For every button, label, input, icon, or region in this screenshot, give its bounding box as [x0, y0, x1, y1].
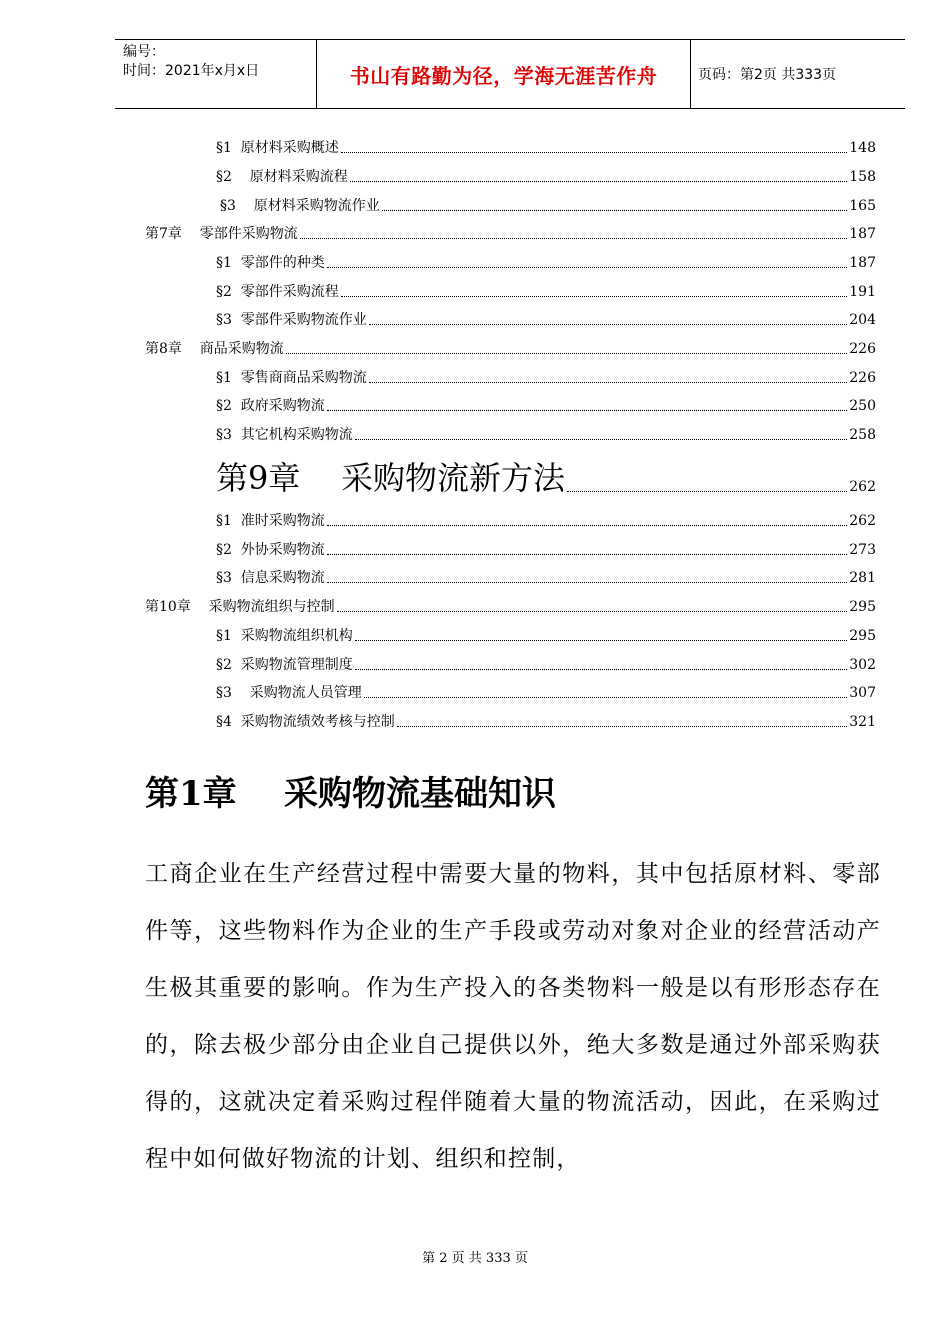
toc-leader [364, 697, 848, 698]
toc-title: §3 原材料采购物流作业 [220, 198, 380, 214]
toc-title: §2 外协采购物流 [216, 542, 325, 558]
toc-title: 第10章 采购物流组织与控制 [145, 599, 335, 615]
toc-entry[interactable] [216, 713, 876, 731]
toc-title: §3 采购物流人员管理 [216, 685, 362, 701]
header-page-cell [690, 40, 905, 108]
page-header [115, 39, 905, 109]
toc-entry[interactable] [216, 283, 876, 301]
toc-page: 281 [849, 570, 876, 586]
toc-title: §4 采购物流绩效考核与控制 [216, 714, 395, 730]
toc-page: 273 [849, 542, 876, 558]
toc-leader [327, 525, 847, 526]
serial-label: 编号： [123, 44, 165, 60]
toc-page: 187 [849, 226, 876, 242]
chapter-heading: 第1章 采购物流基础知识 [145, 774, 557, 814]
toc-entry[interactable] [216, 369, 876, 387]
toc-leader [341, 296, 847, 297]
toc-page: 187 [849, 255, 876, 271]
toc-leader [397, 726, 847, 727]
motto-text: 书山有路勤为径，学海无涯苦作舟 [349, 63, 658, 88]
toc-title: §3 信息采购物流 [216, 570, 325, 586]
toc-page: 302 [849, 657, 876, 673]
toc-title: §2 零部件采购流程 [216, 284, 339, 300]
toc-page: 158 [849, 169, 876, 185]
toc-title: §3 其它机构采购物流 [216, 427, 353, 443]
toc-leader [337, 611, 848, 612]
toc-title: §1 零售商商品采购物流 [216, 370, 367, 386]
toc-title: §1 零部件的种类 [216, 255, 325, 271]
toc-entry[interactable] [216, 569, 876, 587]
toc-leader [567, 491, 847, 492]
toc-entry[interactable] [216, 397, 876, 415]
page-info: 页码：第2页 共333页 [698, 67, 837, 83]
toc-leader [355, 669, 847, 670]
toc-title: §1 原材料采购概述 [216, 140, 339, 156]
toc-title: §1 准时采购物流 [216, 513, 325, 529]
toc-leader [369, 382, 847, 383]
toc-page: 204 [849, 312, 876, 328]
toc-chapter-entry[interactable] [145, 340, 876, 358]
toc-entry[interactable] [216, 139, 876, 157]
toc-title: §2 政府采购物流 [216, 398, 325, 414]
toc-entry[interactable] [216, 627, 876, 645]
toc-title: §1 采购物流组织机构 [216, 628, 353, 644]
toc-title: 第8章 商品采购物流 [145, 341, 284, 357]
toc-page: 321 [849, 714, 876, 730]
page-footer: 第 2 页 共 333 页 [422, 1251, 528, 1266]
toc-leader [369, 324, 847, 325]
toc-leader [327, 554, 847, 555]
toc-entry[interactable] [216, 684, 876, 702]
toc-page: 226 [849, 341, 876, 357]
toc-title: 第9章 采购物流新方法 [216, 459, 566, 497]
toc-leader [355, 640, 847, 641]
toc-leader [327, 582, 847, 583]
toc-entry[interactable] [216, 426, 876, 444]
toc-leader [327, 410, 847, 411]
toc-leader [341, 152, 847, 153]
toc-entry[interactable] [216, 541, 876, 559]
header-meta-cell [115, 40, 315, 108]
toc-entry[interactable] [216, 168, 876, 186]
header-motto-cell [316, 40, 691, 108]
toc-page: 250 [849, 398, 876, 414]
toc-title: §3 零部件采购物流作业 [216, 312, 367, 328]
toc-entry[interactable] [220, 197, 876, 215]
body-paragraph: 工商企业在生产经营过程中需要大量的物料，其中包括原材料、零部件等，这些物料作为企业的生产手段或劳动对象对企业的经营活动产生极其重要的影响。作为生产投入的各类物料一般是以有形形态存在的，除去极少部分由企业自己提供以外，绝大多数是通过外部采购获得的，这就决定着采购过程伴随着大量的物流活动，因此，在采购过程中如何做好物流的计划、组织和控制， [145, 861, 881, 1172]
toc-title: §2 采购物流管理制度 [216, 657, 353, 673]
toc-page: 148 [849, 140, 876, 156]
toc-entry[interactable] [216, 254, 876, 272]
toc-chapter-entry-large[interactable] [216, 460, 876, 496]
toc-entry[interactable] [216, 512, 876, 530]
toc-entry[interactable] [216, 656, 876, 674]
toc-leader [327, 267, 847, 268]
toc-page: 295 [849, 628, 876, 644]
toc-leader [286, 353, 848, 354]
toc-page: 165 [849, 198, 876, 214]
time-label: 时间：2021年x月x日 [123, 63, 260, 79]
toc-entry[interactable] [216, 311, 876, 329]
toc-leader [300, 238, 848, 239]
toc-leader [350, 181, 848, 182]
toc-page: 191 [849, 284, 876, 300]
toc-chapter-entry[interactable] [145, 225, 876, 243]
toc-leader [382, 210, 848, 211]
toc-page: 262 [849, 479, 876, 495]
toc-page: 226 [849, 370, 876, 386]
toc-leader [355, 439, 847, 440]
toc-chapter-entry[interactable] [145, 598, 876, 616]
toc-page: 262 [849, 513, 876, 529]
toc-page: 258 [849, 427, 876, 443]
toc-page: 295 [849, 599, 876, 615]
toc-title: 第7章 零部件采购物流 [145, 226, 298, 242]
toc-title: §2 原材料采购流程 [216, 169, 348, 185]
toc-page: 307 [849, 685, 876, 701]
